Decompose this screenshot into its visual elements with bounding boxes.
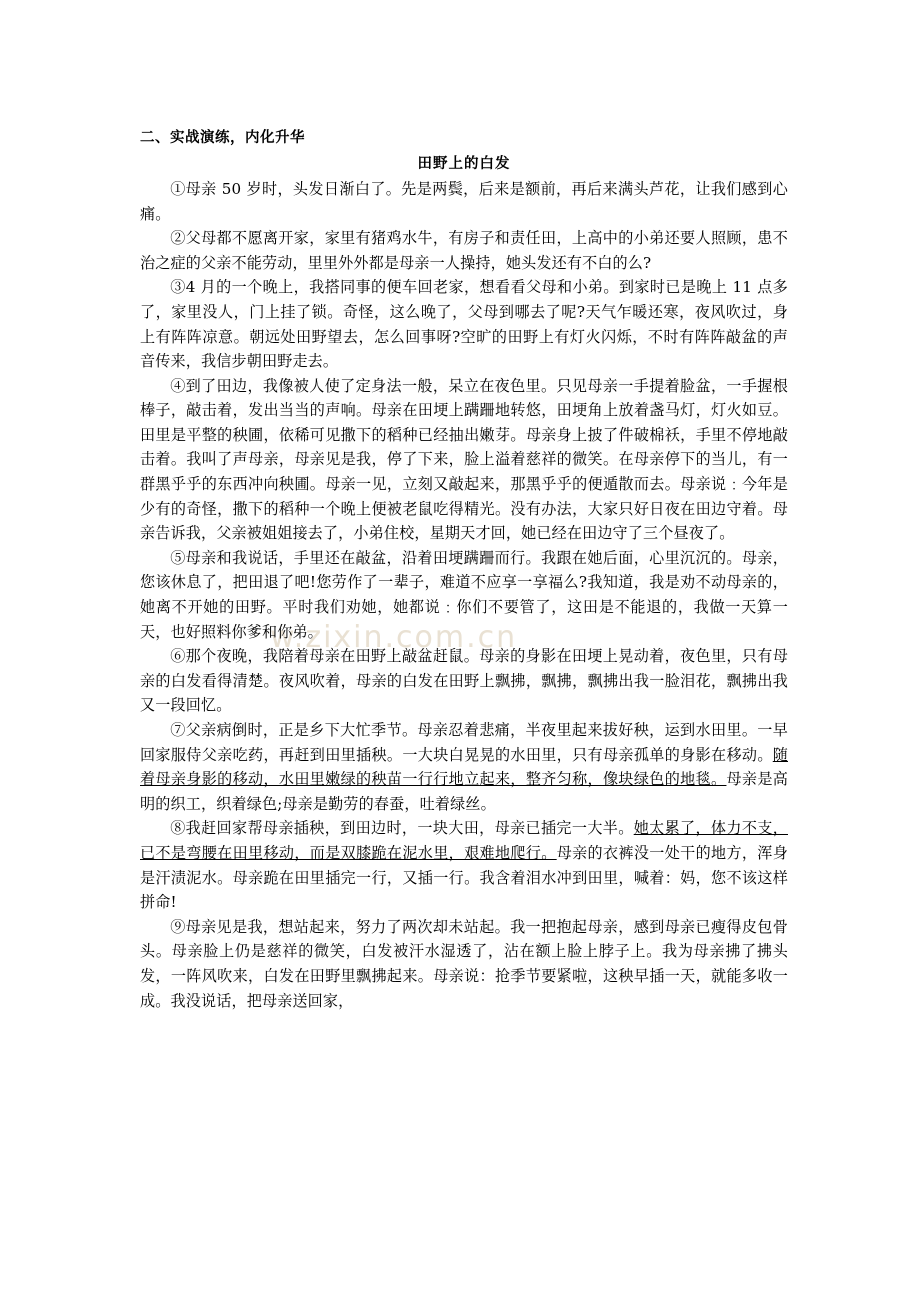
paragraph-text: 母亲和我说话，手里还在敲盆，沿着田埂蹒跚而行。我跟在她后面，心里沉沉的。母亲，您该休息了，把田退了吧!您劳作了一辈子，难道不应享一享福么?我知道，我是劝不动母亲的，她离不开她的田野。平时我们劝她，她都说﹕你们不要管了，这田是不能退的，我做一天算一天，也好照料你爹和你弟。 <box>140 548 788 641</box>
document-body <box>140 128 788 1013</box>
paragraph-text: 4 月的一个晚上，我搭同事的便车回老家，想看看父母和小弟。到家时已是晚上 11 点多了，家里没人，门上挂了锁。奇怪，这么晚了，父母到哪去了呢?天气乍暖还寒，夜风吹过，身上有阵阵凉意。朝远处田野望去，怎么回事呀?空旷的田野上有灯火闪烁，不时有阵阵敲盆的声音传来，我信步朝田野走去。 <box>140 278 788 371</box>
paragraph-1 <box>140 177 788 226</box>
paragraph-text-after: 母亲是高明的织工，织着绿色;母亲是勤劳的春蚕，吐着绿丝。 <box>140 770 788 813</box>
paragraph-2 <box>140 226 788 275</box>
paragraph-marker: ⑧ <box>170 819 186 838</box>
paragraph-5 <box>140 546 788 644</box>
paragraph-text: 父亲病倒时，正是乡下大忙季节。母亲忍着悲痛，半夜里起来拔好秧，运到水田里。一早回家服侍父亲吃药，再赶到田里插秧。一大块白晃晃的水田里，只有母亲孤单的身影在移动。 <box>140 721 788 764</box>
paragraph-marker: ② <box>170 229 186 248</box>
underlined-sentence-1: 随着母亲身影的移动，水田里嫩绿的秧苗一行行地立起来，整齐匀称，像块绿色的地毯。 <box>140 745 788 789</box>
paragraph-text: 母亲 50 岁时，头发日渐白了。先是两鬓，后来是额前，再后来满头芦花，让我们感到心痛。 <box>140 179 788 223</box>
paragraph-marker: ⑥ <box>170 647 186 666</box>
section-heading: 二、实战演练，内化升华 <box>140 130 305 146</box>
paragraph-marker: ⑤ <box>170 548 186 567</box>
paragraph-marker: ⑦ <box>170 721 186 739</box>
paragraph-marker: ⑨ <box>170 917 186 936</box>
paragraph-text: 到了田边，我像被人使了定身法一般，呆立在夜色里。只见母亲一手提着脸盆，一手握根棒子，敲击着，发出当当的声响。母亲在田埂上蹒跚地转悠，田埂角上放着盏马灯，灯火如豆。田里是平整的秧圃，依稀可见撒下的稻种已经抽出嫩芽。母亲身上披了件破棉袄，手里不停地敲击着。我叫了声母亲，母亲见是我，停了下来，脸上溢着慈祥的微笑。在母亲停下的当儿，有一群黑乎乎的东西冲向秧圃。母亲一见，立刻又敲起来，那黑乎乎的便遁散而去。母亲说﹕今年是少有的奇怪，撒下的稻种一个晚上便被老鼠吃得精光。没有办法，大家只好日夜在田边守着。母亲告诉我，父亲被姐姐接去了，小弟住校，星期天才回，她已经在田边守了三个昼夜了。 <box>140 376 788 543</box>
paragraph-text: 父母都不愿离开家，家里有猪鸡水牛，有房子和责任田，上高中的小弟还要人照顾，患不治之症的父亲不能劳动，里里外外都是母亲一人操持，她头发还有不白的么? <box>140 229 788 272</box>
paragraph-6 <box>140 644 788 718</box>
paragraph-7 <box>140 718 788 816</box>
paragraph-3 <box>140 275 788 373</box>
page-title: 田野上的白发 <box>417 155 511 172</box>
paragraph-marker: ① <box>170 179 186 198</box>
watermark-text: w.zixin.com.cn <box>270 620 518 655</box>
paragraph-8 <box>140 816 788 914</box>
paragraph-4 <box>140 374 788 546</box>
paragraph-marker: ④ <box>170 376 186 395</box>
paragraph-text: 母亲见是我，想站起来，努力了两次却未站起。我一把抱起母亲，感到母亲已瘦得皮包骨头。母亲脸上仍是慈祥的微笑，白发被汗水湿透了，沾在额上脸上脖子上。我为母亲拂了拂头发，一阵风吹来，白发在田野里飘拂起来。母亲说：抢季节要紧啦，这秧早插一天，就能多收一成。我没说话，把母亲送回家， <box>140 917 788 1010</box>
paragraph-text: 我赶回家帮母亲插秧，到田边时，一块大田，母亲已插完一大半。 <box>185 819 634 838</box>
paragraph-text: 那个夜晚，我陪着母亲在田野上敲盆赶鼠。母亲的身影在田埂上晃动着，夜色里，只有母亲的白发看得清楚。夜风吹着，母亲的白发在田野上飘拂，飘拂，飘拂出我一脸泪花，飘拂出我又一段回忆。 <box>140 647 788 715</box>
paragraph-9 <box>140 915 788 1013</box>
paragraph-text-after: 母亲的衣裤没一处干的地方，浑身是汗渍泥水。母亲跪在田里插完一行，又插一行。我含着泪水冲到田里，喊着：妈，您不该这样拼命! <box>140 843 788 912</box>
paragraph-marker: ③ <box>170 278 186 297</box>
underlined-sentence-2: 她太累了，体力不支，已不是弯腰在田里移动，而是双膝跪在泥水里，艰难地爬行。 <box>140 819 788 862</box>
